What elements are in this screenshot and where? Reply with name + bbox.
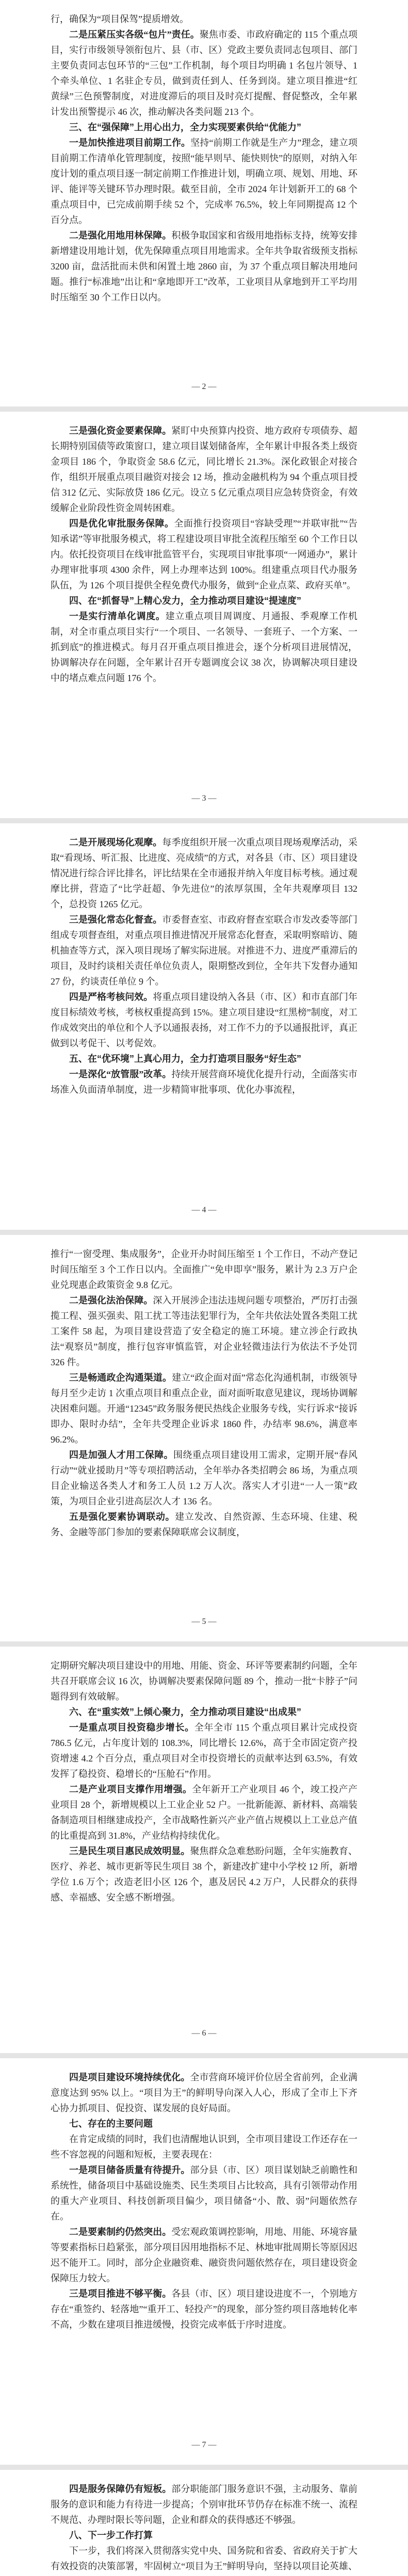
paragraph-text: 建立重点项目周调度、月通报、季观摩工作机制，对全市重点项目实行“一个项目、一名领导、一套班子、一个方案、一抓到底”的推进模式。每月召开重点项目推进会，逐个分析项目进展情况，协调解决存在问题，全年累计召开专题调度会议 38 次，协调解决项目建设中的堵点难点问题 176 个。: [51, 611, 357, 683]
section-heading: 四、在“抓督导”上精心发力，全力推动项目建设“提速度”: [69, 596, 301, 606]
page-body: [51, 2070, 357, 2426]
paragraph: [51, 27, 357, 120]
paragraph-text: 紧盯中央预算内投资、地方政府专项债券、超长期特别国债等政策窗口，建立项目谋划储备库，全年累计申报各类上级资金项目 186 个，争取资金 58.6 亿元，同比增长 21.3%。深化政银企对接合作，组织开展重点项目融资对接会 12 场，推动金融机构为 94 个重点项目授信 312 亿元、实际放贷 186 亿元。设立 5 亿元重点项目应急转贷资金，有效缓解企业阶段性资金周转困难。: [51, 426, 357, 513]
paragraph-text: 深入开展涉企违法违规问题专项整治，严厉打击强揽工程、强买强卖、阻工扰工等违法犯罪行为，全年共依法处置各类阻工扰工案件 58 起，为项目建设营造了安全稳定的施工环境。建立涉企行政执法“观察员”制度，推行包容审慎监管，对企业轻微违法行为依法不予处罚 326 件。: [51, 1295, 357, 1367]
page-body: [51, 2481, 357, 2576]
paragraph-text: 受宏观政策调控影响，用地、用能、环境容量等要素指标日趋紧张，部分项目因用地指标不足、林地审批周期长等原因迟迟不能开工。同时，部分企业融资难、融资贵问题依然存在，项目建设资金保障压力较大。: [51, 2227, 357, 2283]
paragraph-text: 部分职能部门服务意识不强，主动服务、靠前服务的意识和能力有待进一步提高；个别审批环节仍存在标准不统一、流程不规范、办理时限长等问题，企业和群众的获得感还不够强。: [51, 2484, 357, 2525]
paragraph-continuation: [51, 11, 357, 27]
paragraph-lead: 四是加强人才用工保障。: [69, 1450, 174, 1460]
paragraph-lead: 二是产业项目支撑作用增强。: [69, 1784, 192, 1794]
paragraph: [51, 423, 357, 516]
paragraph-text: 全年新开工产业项目 46 个，竣工投产产业项目 28 个，新增规模以上工业企业 52 户。一批新能源、新材料、高端装备制造项目相继建成投产，全市战略性新兴产业产值占规模以上工业总产值的比重提高到 31.8%，产业结构持续优化。: [51, 1784, 357, 1841]
paragraph: [51, 1782, 357, 1843]
paragraph-lead: 四是项目建设环境持续优化。: [69, 2072, 190, 2082]
paragraph-lead: 四是严格考核问效。: [69, 992, 153, 1002]
paragraph-continuation: [51, 1246, 357, 1293]
paragraph-text: 各县（市、区）项目建设进度不一，个别地方存在“重签约、轻落地”“重开工、轻投产”的现象，部分签约项目落地转化率不高，少数在建项目推进缓慢，投资完成率低于序时进度。: [51, 2289, 357, 2330]
section-heading: 五、在“优环境”上真心用力，全力打造项目服务“好生态”: [69, 1054, 301, 1064]
paragraph-continuation: [51, 1658, 357, 1704]
paragraph: [51, 989, 357, 1051]
paragraph-text: 全面推行投资项目“容缺受理”“并联审批”“告知承诺”等审批服务模式，将工程建设项目审批全流程压缩至 60 个工作日以内。依托投资项目在线审批监管平台，实现项目审批事项“一网通办”，累计办理审批事项 4300 余件，网上办理率达到 100%。组建重点项目代办服务队伍，为 126 个项目提供全程免费代办服务，做到“企业点菜、政府买单”。: [51, 518, 357, 590]
paragraph-text: 行，确保为“项目保驾”提质增效。: [51, 14, 189, 24]
paragraph-text: 部分县（市、区）项目谋划缺乏前瞻性和系统性，储备项目中基础设施类、民生类项目占比较高，具有引领带动作用的重大产业项目、科技创新项目偏少，项目储备“小、散、弱”问题依然存在。: [51, 2165, 357, 2222]
paragraph: [51, 608, 357, 686]
paragraph-lead: 二是强化法治保障。: [69, 1295, 153, 1306]
paragraph: [51, 2224, 357, 2286]
paragraph: [51, 2286, 357, 2332]
paragraph: [51, 228, 357, 305]
paragraph: [51, 135, 357, 228]
document-page: [0, 1647, 408, 2053]
paragraph-lead: 三是强化资金要素保障。: [69, 426, 172, 436]
page-number: — 6 —: [191, 2029, 217, 2038]
section-heading: 八、下一步工作打算: [69, 2530, 153, 2540]
paragraph: [51, 1066, 357, 1097]
document-page: [0, 2470, 408, 2576]
paragraph-lead: 三是项目推进不够平衡。: [69, 2289, 172, 2299]
paragraph-lead: 一是重点项目投资稳步增长。: [69, 1722, 194, 1733]
document-page: [0, 823, 408, 1230]
paragraph-lead: 一是项目储备质量有待提升。: [69, 2165, 190, 2175]
paragraph-lead: 三是畅通政企沟通渠道。: [69, 1372, 172, 1383]
page-number: — 5 —: [191, 1617, 217, 1626]
paragraph-text: 积极争取国家和省级用地指标支持，统筹安排新增建设用地计划，优先保障重点项目用地需求。全年共争取省级预支指标 3200 亩，盘活批而未供和闲置土地 2860 亩，为 37 个重点项目解决用地问题。推行“标准地”出让和“拿地即开工”改革，工业项目从拿地到开工平均用时压缩至 30 个工作日以内。: [51, 230, 357, 302]
paragraph: [51, 1293, 357, 1370]
paragraph-lead: 二是要素制约仍然突出。: [69, 2227, 172, 2237]
paragraph: [51, 1720, 357, 1782]
paragraph-text: 围绕重点项目建设用工需求，定期开展“春风行动”“就业援助月”等专项招聘活动，全年举办各类招聘会 86 场，为重点项目企业输送各类人才和务工人员 1.2 万人次。落实人才引进“一人一策”政策，为项目企业引进高层次人才 136 名。: [51, 1450, 357, 1506]
page-body: [51, 1246, 357, 1603]
paragraph: [51, 1509, 357, 1540]
paragraph-text: 下一步，我们将深入贯彻落实党中央、国务院和省委、省政府关于扩大有效投资的决策部署，牢固树立“项目为王”鲜明导向，坚持以项目论英雄、: [51, 2546, 357, 2571]
page-body: [51, 1658, 357, 2014]
paragraph-text: 定期研究解决项目建设中的用地、用能、资金、环评等要素制约问题，全年共召开联席会议 16 次，协调解决要素保障问题 89 个，推动一批“卡脖子”问题得到有效破解。: [51, 1660, 357, 1702]
paragraph-text: 在肯定成绩的同时，我们也清醒地认识到，全市项目建设工作还存在一些不容忽视的问题和短板，主要表现在：: [51, 2134, 357, 2160]
paragraph-lead: 四是优化审批服务保障。: [69, 518, 174, 529]
paragraph: [51, 1843, 357, 1905]
paragraph-lead: 三是民生项目惠民成效明显。: [69, 1846, 190, 1856]
paragraph-text: 聚焦群众急难愁盼问题，全年实施教育、医疗、养老、城市更新等民生项目 38 个，新建改扩建中小学校 12 所，新增学位 1.6 万个；改造老旧小区 126 个，惠及居民 4.2 万户，人民群众的获得感、幸福感、安全感不断增强。: [51, 1846, 357, 1903]
paragraph-text: 将重点项目建设纳入各县（市、区）和市直部门年度目标绩效考核，考核权重提高到 15%。建立项目建设“红黑榜”制度，对工作成效突出的单位和个人予以通报表扬，对工作不力的予以通报批评，真正做到以考促干、以考促效。: [51, 992, 357, 1048]
paragraph-lead: 五是强化要素协调联动。: [69, 1512, 175, 1522]
page-number: — 4 —: [191, 1206, 217, 1214]
document-page: [0, 0, 408, 406]
paragraph: [51, 516, 357, 593]
page-body: [51, 423, 357, 779]
page-body: [51, 11, 357, 368]
paragraph: [51, 912, 357, 989]
section-heading: 七、存在的主要问题: [69, 2119, 153, 2129]
paragraph-lead: 一是加快推进项目前期工作。: [69, 138, 191, 148]
paragraph: [51, 1370, 357, 1447]
paragraph: [51, 2131, 357, 2162]
document-page: [0, 412, 408, 818]
paragraph-lead: 三是强化常态化督查。: [69, 914, 162, 925]
paragraph: [51, 835, 357, 912]
paragraph: [51, 2543, 357, 2576]
paragraph-text: 每季度组织开展一次重点项目现场观摩活动，采取“看现场、听汇报、比进度、亮成绩”的方式，对各县（市、区）项目建设情况进行综合评比排名，评比结果在全市通报并纳入年度目标考核。通过观摩比拼，营造了“比学赶超、争先进位”的浓厚氛围，全年共观摩项目 132 个，总投资 1265 亿元。: [51, 837, 357, 909]
document-page: [0, 2058, 408, 2465]
page-number: — 2 —: [191, 382, 217, 391]
paragraph: [51, 2481, 357, 2528]
paragraph-lead: 二是强化用地用林保障。: [69, 230, 172, 241]
paragraph-text: 持续开展营商环境优化提升行动，全面落实市场准入负面清单制度，进一步精简审批事项、优化办事流程，: [51, 1069, 357, 1095]
section-heading: 六、在“重实效”上倾心聚力，全力推动项目建设“出成果”: [69, 1707, 301, 1717]
paragraph-lead: 一是实行清单化调度。: [69, 611, 166, 621]
paragraph-text: 全市营商环境评价位居全省前列，企业满意度达到 95% 以上。“项目为王”的鲜明导向深入人心，形成了全市上下齐心协力抓项目、促投资、谋发展的良好局面。: [51, 2072, 357, 2113]
paragraph-lead: 一是深化“放管服”改革。: [69, 1069, 172, 1079]
paragraph: [51, 2070, 357, 2116]
page-number: — 3 —: [191, 794, 217, 803]
paragraph-text: 建立“政企面对面”常态化沟通机制，市级领导每月至少走访 1 次重点项目和重点企业，面对面听取意见建议，现场协调解决困难问题。开通“12345”政务服务便民热线企业服务专线，实行诉求“接诉即办、限时办结”，全年共受理企业诉求 1860 件，办结率 98.6%，满意率 96.2%。: [51, 1372, 357, 1445]
paragraph-text: 聚焦市委、市政府确定的 115 个重点项目，实行市级领导领衔包片、县（市、区）党政主要负责同志包项目、部门主要负责同志包环节的“三包”工作机制，每个项目均明确 1 名包片领导、1 个牵头单位、1 名驻企专员，做到责任到人、任务到岗。建立项目推进“红黄绿”三色预警制度，对进度滞后的项目及时亮灯提醒、督促整改，全年累计发出预警提示 46 次，推动解决各类问题 213 个。: [51, 29, 357, 117]
paragraph-lead: 四是服务保障仍有短板。: [69, 2484, 172, 2494]
page-number: — 7 —: [191, 2441, 217, 2449]
paragraph-text: 建立发改、自然资源、生态环境、住建、税务、金融等部门参加的要素保障联席会议制度，: [51, 1512, 357, 1537]
paragraph-text: 推行“一窗受理、集成服务”，企业开办时间压缩至 1 个工作日，不动产登记时间压缩至 3 个工作日以内。全面推广“免申即享”服务，累计为 2.3 万户企业兑现惠企政策资金 9.8 亿元。: [51, 1249, 357, 1290]
document-page: [0, 1235, 408, 1641]
paragraph-text: 坚持“前期工作就是生产力”理念，建立项目前期工作清单化管理制度，按照“能早则早、能快则快”的原则，对纳入年度计划的重点项目逐一制定前期工作推进计划，明确立项、规划、用地、环评、能评等关键环节办理时限。截至目前，全市 2024 年计划新开工的 68 个重点项目中，已完成前期手续 52 个，完成率 76.5%，较上年同期提高 12 个百分点。: [51, 138, 357, 225]
paragraph-lead: 二是压紧压实各级“包片”责任。: [69, 29, 200, 40]
section-heading: 三、在“强保障”上用心出力，全力实现要素供给“优能力”: [69, 122, 301, 132]
paragraph-text: 全年全市 115 个重点项目累计完成投资 786.5 亿元，占年度计划的 108.3%，同比增长 12.6%，高于全市固定资产投资增速 4.2 个百分点，重点项目对全市投资增长的贡献率达到 63.5%，有效发挥了稳投资、稳增长的“压舱石”作用。: [51, 1722, 357, 1779]
paragraph-lead: 二是开展现场化观摩。: [69, 837, 162, 848]
paragraph: [51, 1447, 357, 1509]
paragraph: [51, 2162, 357, 2224]
page-body: [51, 835, 357, 1191]
paragraph-text: 市委督查室、市政府督查室联合市发改委等部门组成专项督查组，对重点项目推进情况开展常态化督查，采取明察暗访、随机抽查等方式，深入项目现场了解实际进展。对推进不力、进度严重滞后的项目，及时约谈相关责任单位负责人，限期整改到位，全年共下发督办通知 27 份，约谈责任单位 9 个。: [51, 914, 357, 987]
